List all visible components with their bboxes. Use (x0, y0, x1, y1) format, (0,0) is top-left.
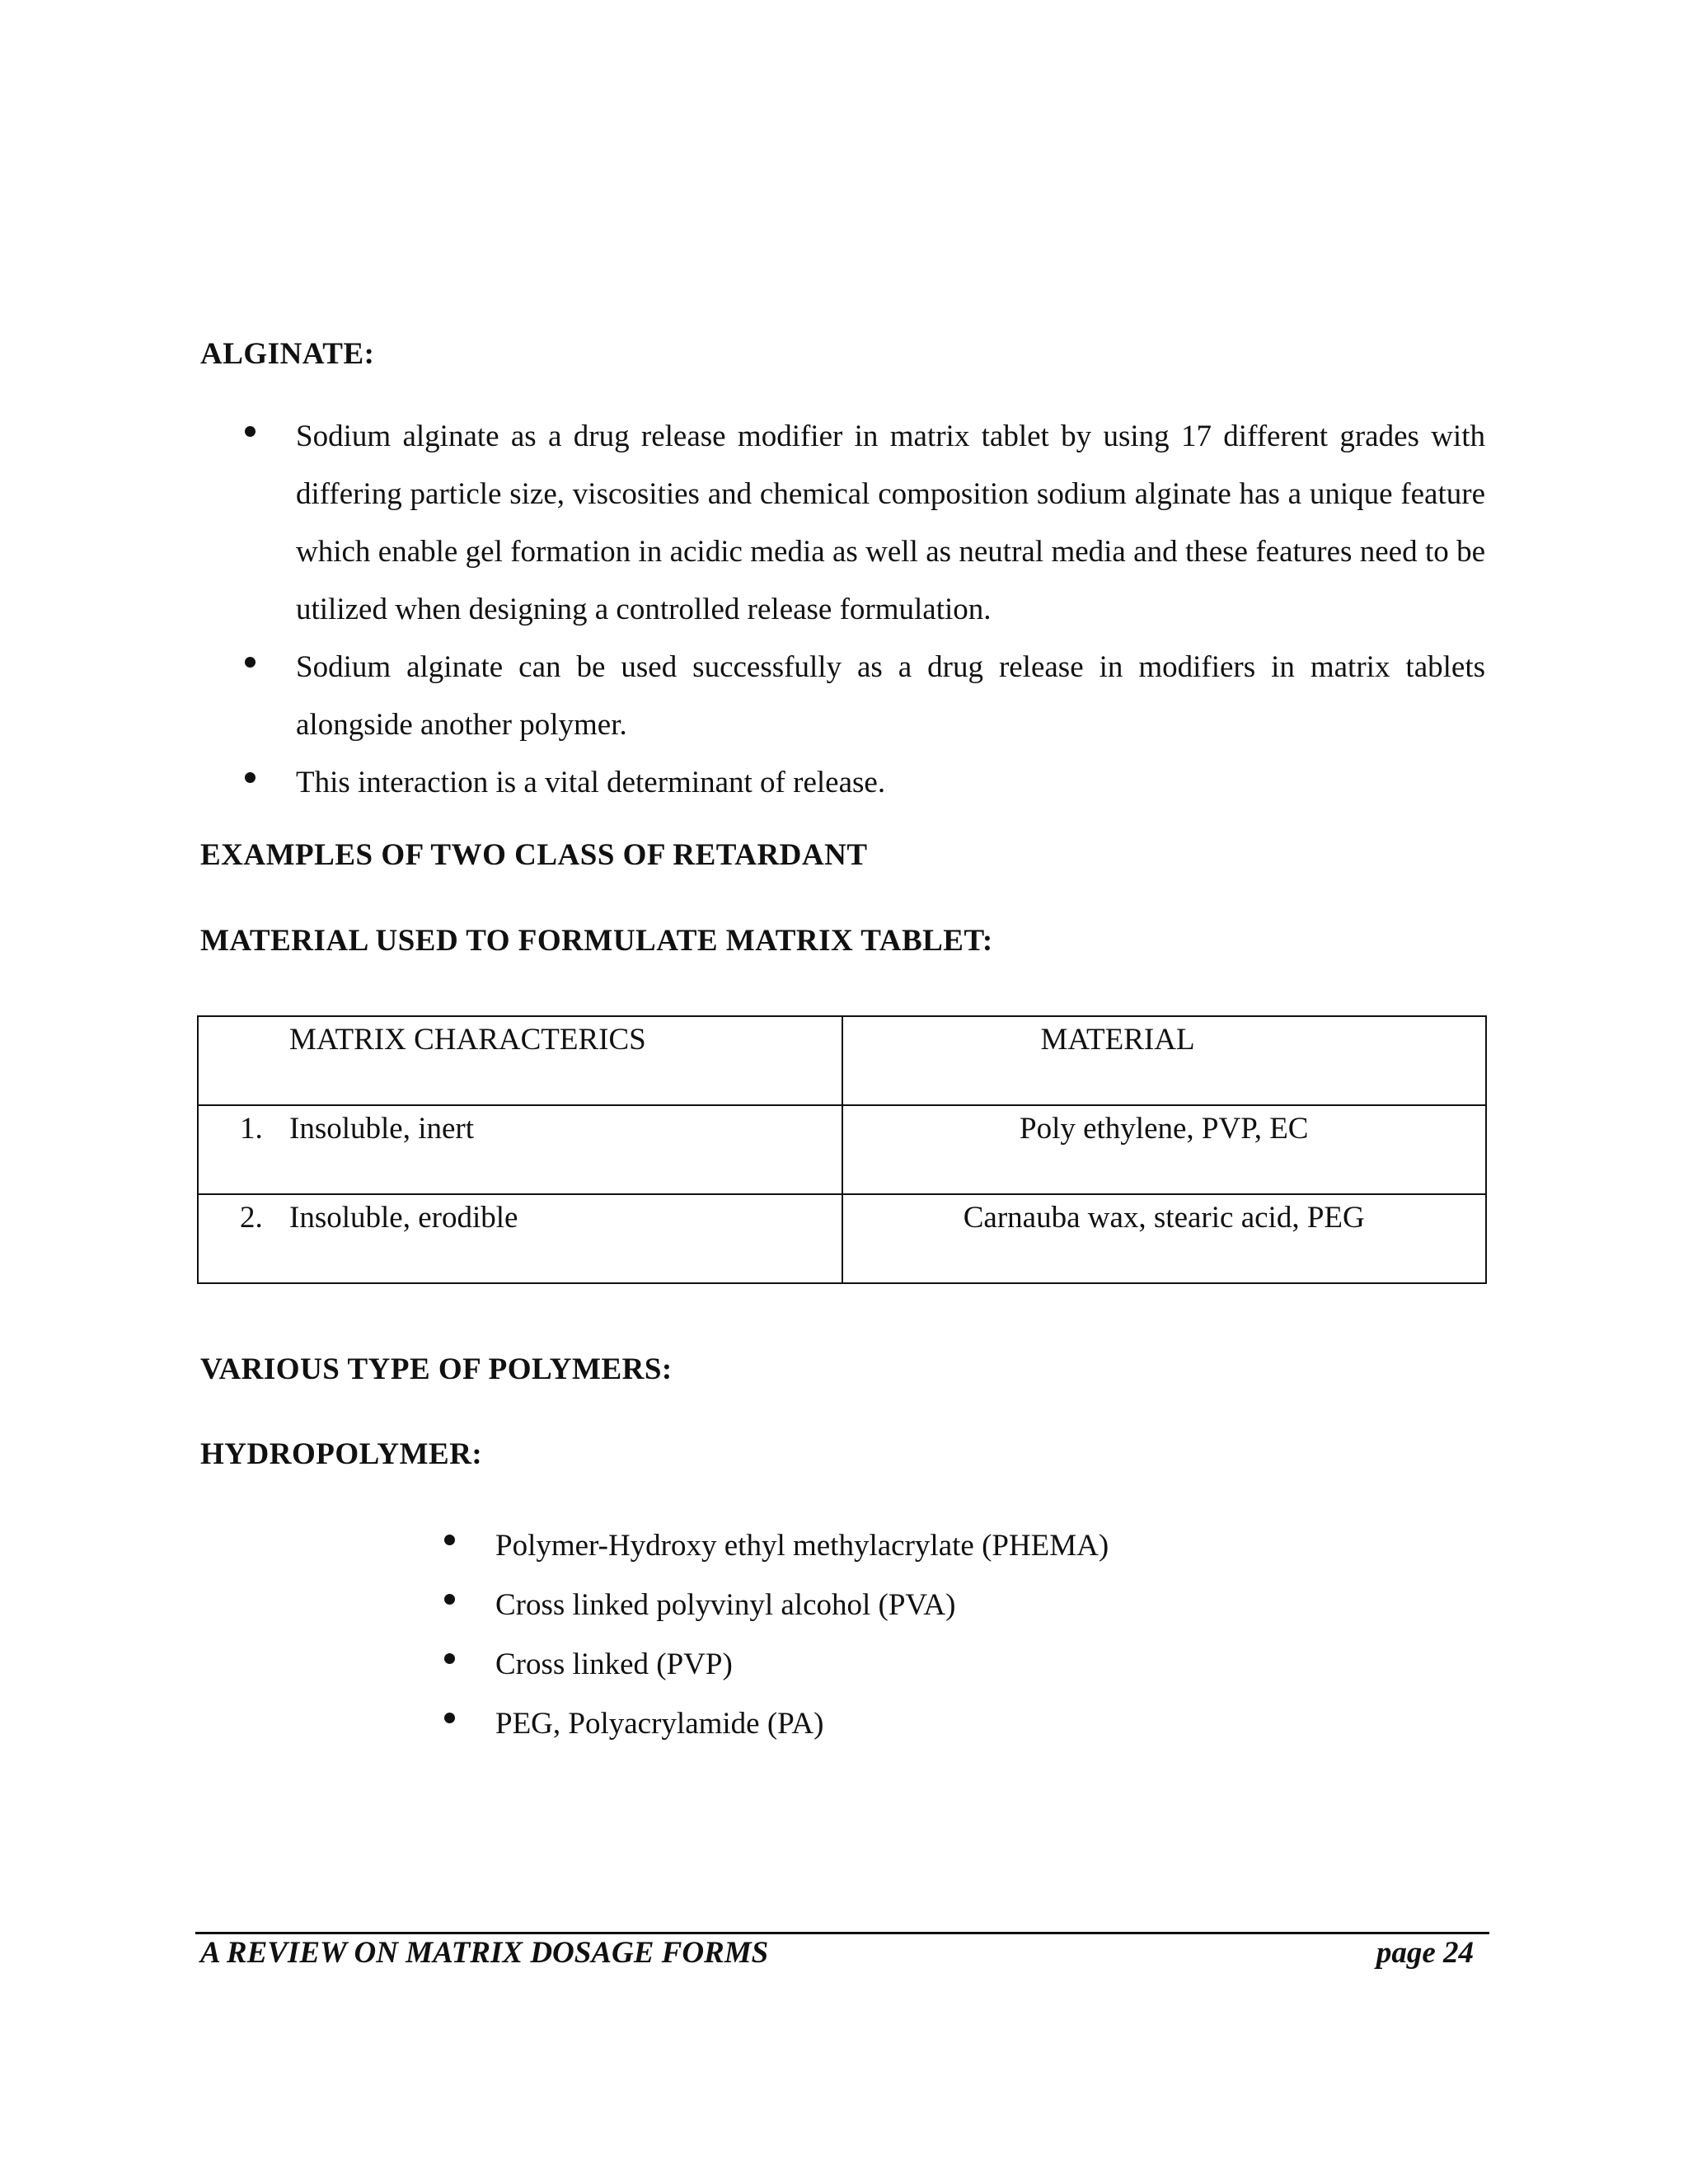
row-number: 2. (240, 1201, 263, 1235)
bullet-icon (444, 1594, 455, 1605)
list-item (245, 408, 1485, 639)
list-item-text: Cross linked (PVP) (495, 1647, 733, 1681)
list-item-text: Polymer-Hydroxy ethyl methylacrylate (PHEMA) (495, 1529, 1109, 1563)
examples-heading-line2: MATERIAL USED TO FORMULATE MATRIX TABLET: (200, 924, 993, 958)
bullet-icon (245, 772, 256, 783)
table-row (198, 1194, 1486, 1283)
row-number: 1. (240, 1112, 263, 1146)
alginate-heading: ALGINATE: (200, 337, 375, 371)
table-row (198, 1105, 1486, 1194)
examples-heading-line1: EXAMPLES OF TWO CLASS OF RETARDANT (200, 838, 868, 872)
matrix-materials-table (197, 1015, 1487, 1284)
table-cell-material: Carnauba wax, stearic acid, PEG (842, 1194, 1487, 1283)
list-item (444, 1635, 1268, 1694)
bullet-icon (245, 657, 256, 668)
bullet-icon (245, 426, 256, 437)
table-header-row (198, 1016, 1486, 1105)
list-item (444, 1516, 1268, 1576)
characteristic-text: Insoluble, erodible (289, 1201, 518, 1235)
hydropolymer-bullet-list (444, 1516, 1268, 1754)
footer-divider (195, 1932, 1489, 1934)
table-header-characteristics: MATRIX CHARACTERICS (198, 1016, 842, 1105)
list-item (245, 639, 1485, 754)
table-cell-material: Poly ethylene, PVP, EC (842, 1105, 1487, 1194)
alginate-bullet-list (245, 408, 1485, 812)
characteristic-text: Insoluble, inert (289, 1112, 475, 1146)
table-header-material: MATERIAL (842, 1016, 1487, 1105)
various-polymers-heading: VARIOUS TYPE OF POLYMERS: (200, 1352, 673, 1386)
list-item-text: Cross linked polyvinyl alcohol (PVA) (495, 1588, 956, 1622)
bullet-icon (444, 1535, 455, 1545)
table-cell-characteristic (198, 1194, 842, 1283)
bullet-icon (444, 1653, 455, 1664)
footer-title: A REVIEW ON MATRIX DOSAGE FORMS (200, 1936, 769, 1970)
list-item (444, 1576, 1268, 1635)
table-cell-characteristic (198, 1105, 842, 1194)
hydropolymer-heading: HYDROPOLYMER: (200, 1437, 483, 1471)
list-item (444, 1694, 1268, 1754)
list-item-text: This interaction is a vital determinant of release. (296, 766, 886, 799)
footer-page-number: page 24 (1376, 1936, 1474, 1970)
list-item-text: Sodium alginate can be used successfully as a drug release in modifiers in matrix tablets alongside another polymer. (296, 650, 1485, 742)
list-item-text: Sodium alginate as a drug release modifier in matrix tablet by using 17 different grades with differing particle size, viscosities and chemical composition sodium alginate has a unique feature which enable gel formation in acidic media as well as neutral media and these features need to be utilized when designing a controlled release formulation. (296, 419, 1485, 626)
bullet-icon (444, 1713, 455, 1723)
list-item-text: PEG, Polyacrylamide (PA) (495, 1707, 824, 1741)
list-item (245, 754, 1485, 812)
